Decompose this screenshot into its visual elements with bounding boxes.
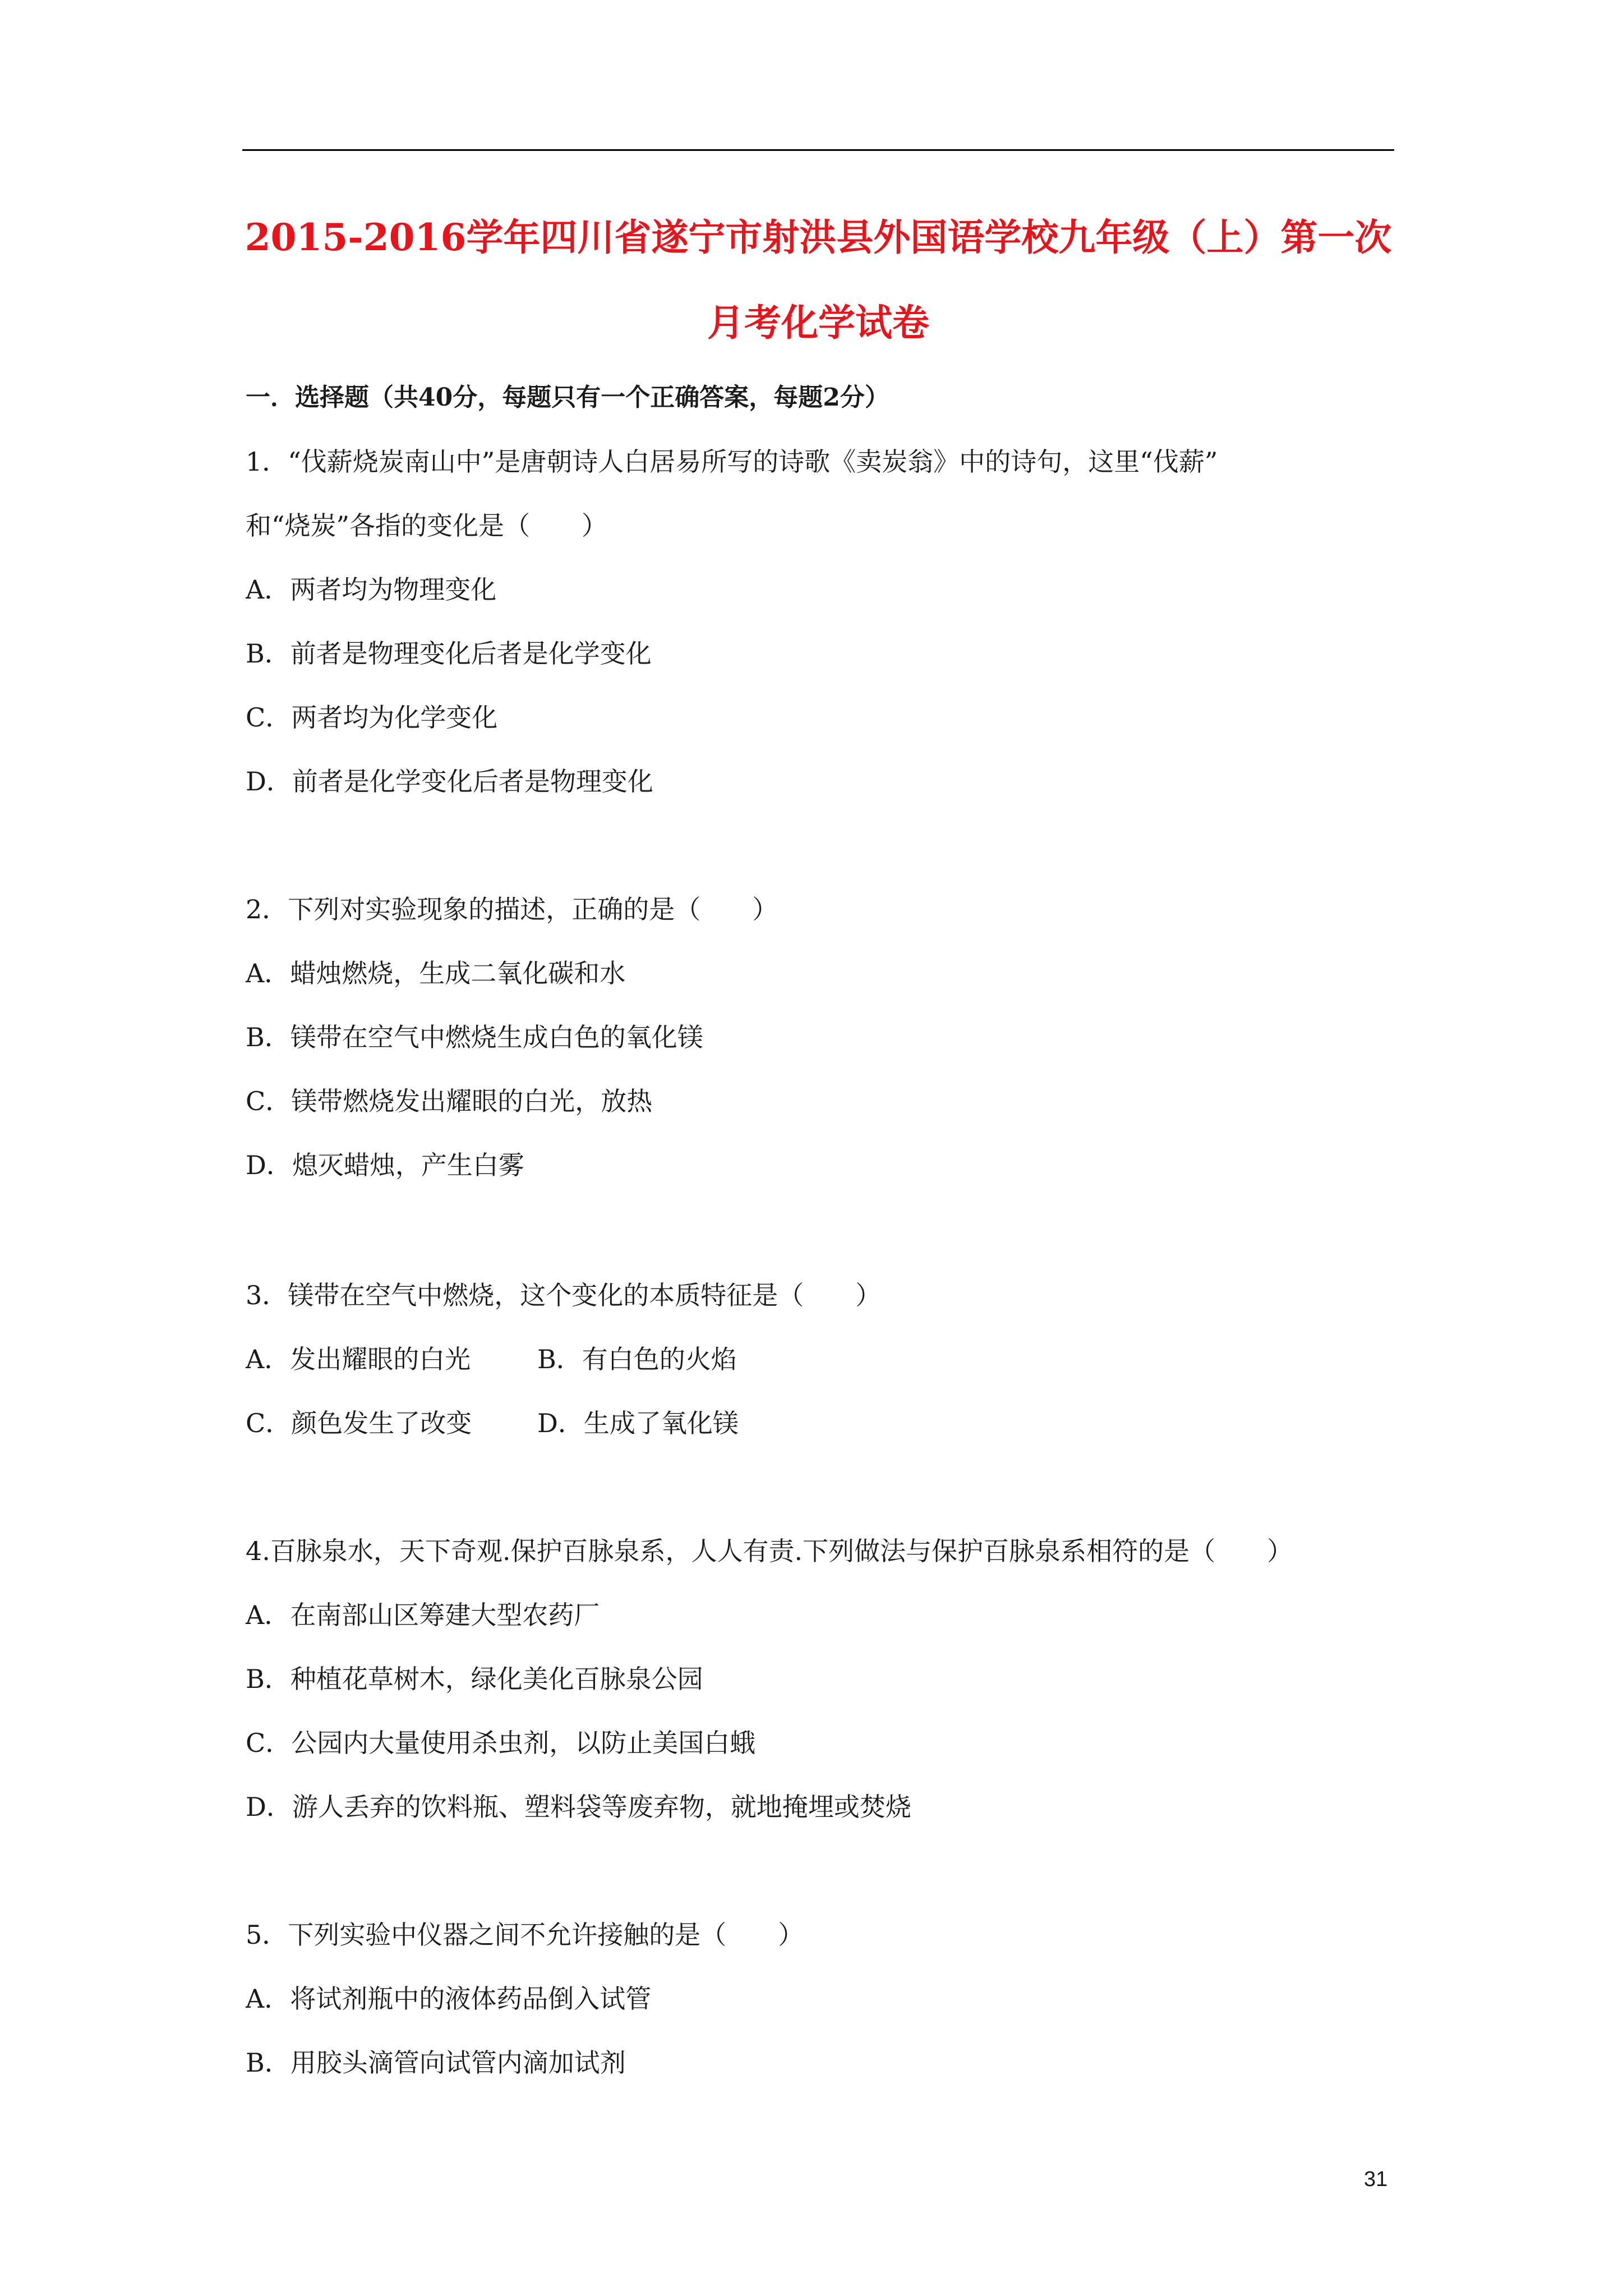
question-3-option-a: A．发出耀眼的白光 [246, 1344, 471, 1374]
question-3-options-row-2 [246, 1406, 739, 1441]
question-3-option-c: C．颜色发生了改变 [246, 1408, 472, 1438]
question-3-stem: 3．镁带在空气中燃烧，这个变化的本质特征是（ ） [246, 1280, 882, 1310]
question-3-options-row-1 [246, 1342, 737, 1377]
question-1-stem-line-2: 和“烧炭”各指的变化是（ ） [246, 510, 608, 541]
question-2-option-c: C．镁带燃烧发出耀眼的白光，放热 [246, 1086, 653, 1116]
question-1-option-a: A．两者均为物理变化 [246, 574, 497, 605]
question-5-option-a: A．将试剂瓶中的液体药品倒入试管 [246, 1984, 652, 2014]
question-4-option-d: D．游人丢弃的饮料瓶、塑料袋等废弃物，就地掩埋或焚烧 [246, 1792, 911, 1822]
question-5-stem: 5．下列实验中仪器之间不允许接触的是（ ） [246, 1920, 804, 1950]
question-2-option-d: D．熄灭蜡烛，产生白雾 [246, 1150, 524, 1180]
question-3-option-d: D．生成了氧化镁 [537, 1408, 739, 1438]
question-2-option-b: B．镁带在空气中燃烧生成白色的氧化镁 [246, 1022, 703, 1052]
question-1-stem-line-1: 1．“伐薪烧炭南山中”是唐朝诗人白居易所写的诗歌《卖炭翁》中的诗句，这里“伐薪” [246, 447, 1218, 477]
question-4-stem: 4.百脉泉水，天下奇观.保护百脉泉系，人人有责.下列做法与保护百脉泉系相符的是（ ） [246, 1536, 1293, 1566]
question-4-option-c: C．公园内大量使用杀虫剂，以防止美国白蛾 [246, 1728, 756, 1758]
question-5-option-b: B．用胶头滴管向试管内滴加试剂 [246, 2047, 626, 2078]
question-4-option-b: B．种植花草树木，绿化美化百脉泉公园 [246, 1664, 703, 1694]
page-number: 31 [1364, 2168, 1388, 2191]
section-heading: 一．选择题（共40分，每题只有一个正确答案，每题2分） [246, 383, 889, 412]
question-4-option-a: A．在南部山区筹建大型农药厂 [246, 1600, 600, 1630]
header-rule [242, 149, 1394, 151]
question-1-option-c: C．两者均为化学变化 [246, 702, 498, 733]
question-2-option-a: A．蜡烛燃烧，生成二氧化碳和水 [246, 958, 626, 988]
document-title-line-1: 2015-2016学年四川省遂宁市射洪县外国语学校九年级（上）第一次 [245, 215, 1392, 259]
question-1-option-d: D．前者是化学变化后者是物理变化 [246, 766, 653, 797]
question-2-stem: 2．下列对实验现象的描述，正确的是（ ） [246, 894, 778, 924]
question-1-option-b: B．前者是物理变化后者是化学变化 [246, 638, 652, 669]
document-title-line-2: 月考化学试卷 [707, 301, 929, 344]
question-3-option-b: B．有白色的火焰 [537, 1344, 737, 1374]
